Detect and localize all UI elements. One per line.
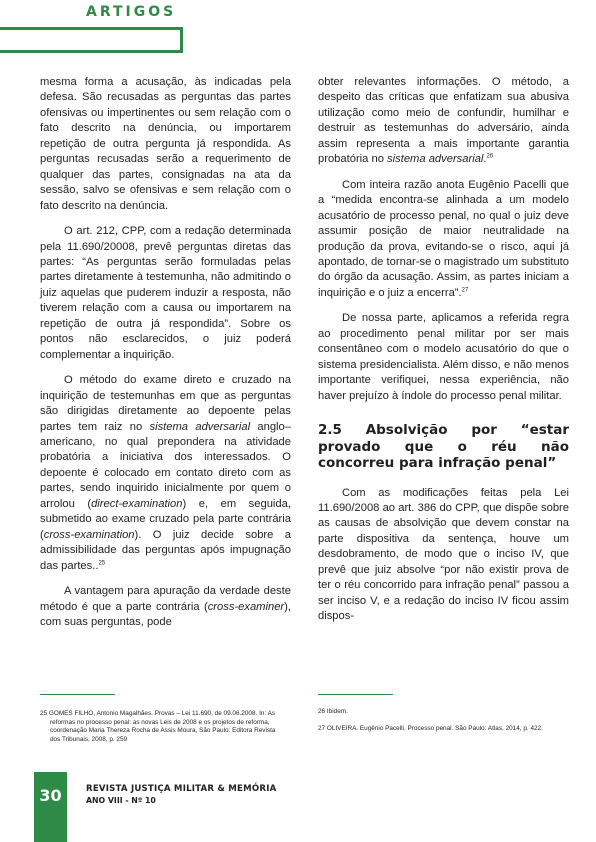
page-number: 30 <box>39 786 62 805</box>
left-column <box>40 75 291 640</box>
paragraph: De nossa parte, aplicamos a referida regra ao procedimento penal militar por ser mais consentâneo com o modelo acusatório do que o sistema presidencialista. Além disso, e não menos importante verifiquei, nessa experiência, não haver prejuízo à índole do processo penal militar. <box>318 312 569 402</box>
italic-term: sistema adversarial <box>387 153 484 166</box>
footnote-ref[interactable]: 26 <box>486 153 494 160</box>
italic-term: sistema adversarial <box>149 420 251 433</box>
paragraph: mesma forma a acusação, às indicadas pela defesa. São recusadas as perguntas das partes ofensivas ou impertinentes ou sem relação com o fato descrito na denúncia, ou importarem repetição de outra pergunta já respondida. As perguntas recusadas serão a requerimento de qualquer das partes, consignadas na ata da sessão, salvo se ofensivas e sem relação com o fato descrito na denúncia. <box>40 76 291 212</box>
footnote-ref[interactable]: 27 <box>461 287 469 294</box>
paragraph: Com inteira razão anota Eugênio Pacelli que a “medida encontra-se alinhada a um modelo acusatório de processo penal, no qual o juiz deve assumir posição de maior neutralidade na produção da prova, evitando-se o risco, aqui já apontado, de tornar-se o magistrado um substituto do órgão da acusação. Assim, as partes iniciam a inquirição e o juiz a encerra”.$^{27}$ <box>318 178 569 299</box>
section-heading: 2.5 Absolvição por “estar provado que o réu não concorreu para infração penal” <box>318 422 569 472</box>
footnote-25: 25 GOMES FILHO, Antonio Magalhães. Provas – Lei 11.690, de 09.06.2008. In: As reformas no processo penal: as novas Leis de 2008 e os projetos de reforma, coordenação Maria Thereza Rocha de Assis Moura, São Paulo: Editora Revista dos Tribunais, 2008, p. 259 <box>40 710 276 743</box>
footnotes-left <box>40 710 285 752</box>
paragraph: obter relevantes informações. O método, a despeito das críticas que enfatizam sua abusiva utilização como meio de confundir, humilhar e destruir as testemunhas do adversário, ainda assim representa a mais importante garantia probatória no sistema adversarial.$^{26}$ <box>318 76 569 166</box>
footnote-divider <box>318 694 393 695</box>
paragraph: Com as modificações feitas pela Lei 11.690/2008 ao art. 386 do CPP, que dispõe sobre as causas de absolvição que devem constar na parte dispositiva da sentença, houve um desdobramento, de modo que o inciso IV, que prevê que juiz absolve “por não existir prova de ter o réu concorrido para infração penal” passou a ser inciso V, e a redação do inciso IV ficou assim dispos- <box>318 486 569 623</box>
footnote-divider <box>40 694 115 695</box>
footnote-27: 27 OLIVEIRA. Eugênio Pacelli. Processo penal. São Paulo: Atlas, 2014, p. 422. <box>318 724 543 732</box>
italic-term: cross-examination <box>43 528 135 541</box>
section-header-box <box>0 27 183 53</box>
paragraph: A vantagem para apuração da verdade deste método é que a parte contrária (cross-examiner), com suas perguntas, pode <box>40 585 291 628</box>
footnotes-right <box>318 708 563 741</box>
journal-title: REVISTA JUSTIÇA MILITAR & MEMÓRIA <box>86 784 277 794</box>
journal-issue: ANO VIII - Nº 10 <box>86 796 156 805</box>
page-number-box <box>34 772 67 842</box>
paragraph: O método do exame direto e cruzado na inquirição de testemunhas em que as perguntas são dirigidas diretamente ao depoente pelas partes tem raiz no sistema adversarial anglo–americano, no qual prepondera na atividade probatória a iniciativa dos interessados. O depoente é colocado em contato direto com as partes, sendo inquirido inicialmente por quem o arrolou (direct-examination) e, em seguida, submetido ao exame cruzado pela parte contrária (cross-examination). O juiz decide sobre a admissibilidade das perguntas após impugnação das partes..$^{25}$ <box>40 374 291 572</box>
section-label: ARTIGOS <box>86 4 177 20</box>
footnote-26: 26 Ibidem. <box>318 708 348 715</box>
italic-term: cross-examiner <box>207 600 285 613</box>
right-column <box>318 75 569 635</box>
italic-term: direct-examination <box>91 497 183 510</box>
journal-info <box>86 784 276 806</box>
footnote-ref[interactable]: 25 <box>98 559 106 566</box>
paragraph: O art. 212, CPP, com a redação determinada pela 11.690/20008, prevê perguntas diretas das partes: “As perguntas serão formuladas pelas partes diretamente à testemunha, não admitindo o juiz aquelas que puderem induzir a resposta, não tiverem relação com a causa ou importarem na repetição de outra já respondida”. Sobre os pontos não esclarecidos, o juiz poderá complementar a inquirição. <box>40 225 291 361</box>
